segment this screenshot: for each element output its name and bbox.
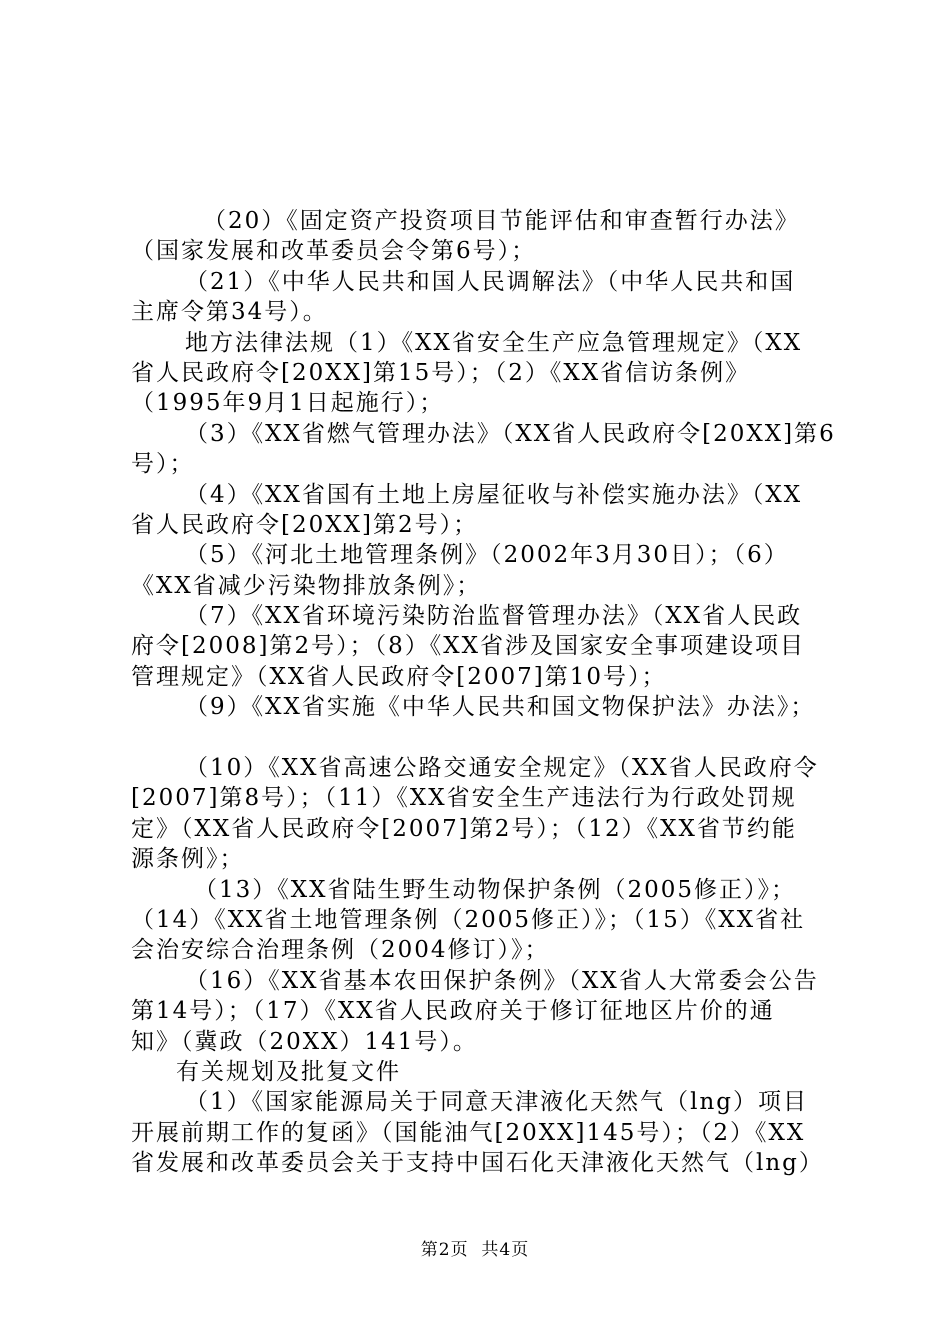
text-line: 有关规划及批复文件 xyxy=(176,1058,401,1085)
text-line: （7）《XX省环境污染防治监督管理办法》（XX省人民政 xyxy=(185,603,803,630)
text-line: （13）《XX省陆生野生动物保护条例（2005修正）》； xyxy=(194,876,797,903)
text-line: 《XX省减少污染物排放条例》； xyxy=(131,572,482,599)
blank-line xyxy=(131,723,841,753)
text-line: 知》（冀政（20XX）141号）。 xyxy=(131,1028,478,1055)
text-line: （20）《固定资产投资项目节能评估和审查暂行办法》 xyxy=(203,208,800,234)
text-line: 第14号）；（17）《XX省人民政府关于修订征地区片价的通 xyxy=(131,998,775,1025)
text-line: 主席令第34号）。 xyxy=(131,299,328,326)
text-line: （16）《XX省基本农田保护条例》（XX省人大常委会公告 xyxy=(185,967,819,994)
text-line: 省人民政府令[20XX]第2号）； xyxy=(131,511,479,538)
text-line: （10）《XX省高速公路交通安全规定》（XX省人民政府令 xyxy=(185,755,819,782)
text-line: 省人民政府令[20XX]第15号）；（2）《XX省信访条例》 xyxy=(131,359,751,386)
text-line: （4）《XX省国有土地上房屋征收与补偿实施办法》（XX xyxy=(185,481,803,508)
text-line: 号）； xyxy=(131,451,195,478)
text-line: （5）《河北土地管理条例》（2002年3月30日）；（6） xyxy=(185,542,789,569)
text-line: 省发展和改革委员会关于支持中国石化天津液化天然气（lng） xyxy=(131,1150,824,1177)
text-line: 开展前期工作的复函》（国能油气[20XX]145号）；（2）《XX xyxy=(131,1119,806,1146)
text-line: 管理规定》（XX省人民政府令[2007]第10号）； xyxy=(131,663,667,690)
text-line: （21）《中华人民共和国人民调解法》（中华人民共和国 xyxy=(185,268,796,295)
text-line: 地方法律法规（1）《XX省安全生产应急管理规定》（XX xyxy=(185,329,803,356)
text-line: （14）《XX省土地管理条例（2005修正）》；（15）《XX省社 xyxy=(131,906,806,933)
text-line: [2007]第8号）；（11）《XX省安全生产违法行为行政处罚规 xyxy=(131,785,797,812)
page-footer: 第2页 共4页 xyxy=(420,1240,530,1260)
text-line: 会治安综合治理条例（2004修订）》； xyxy=(131,937,550,964)
text-line: （9）《XX省实施《中华人民共和国文物保护法》办法》； xyxy=(185,694,816,721)
text-line: 府令[2008]第2号）；（8）《XX省涉及国家安全事项建设项目 xyxy=(131,633,805,660)
text-line: （1995年9月1日起施行）； xyxy=(131,390,445,417)
text-line: （3）《XX省燃气管理办法》（XX省人民政府令[20XX]第6 xyxy=(185,420,836,447)
text-line: （1）《国家能源局关于同意天津液化天然气（lng）项目 xyxy=(185,1089,809,1116)
text-line: 定》（XX省人民政府令[2007]第2号）；（12）《XX省节约能 xyxy=(131,815,797,842)
text-line: （国家发展和改革委员会令第6号）； xyxy=(131,238,537,265)
document-body xyxy=(131,206,841,1179)
text-line: 源条例》； xyxy=(131,846,245,873)
